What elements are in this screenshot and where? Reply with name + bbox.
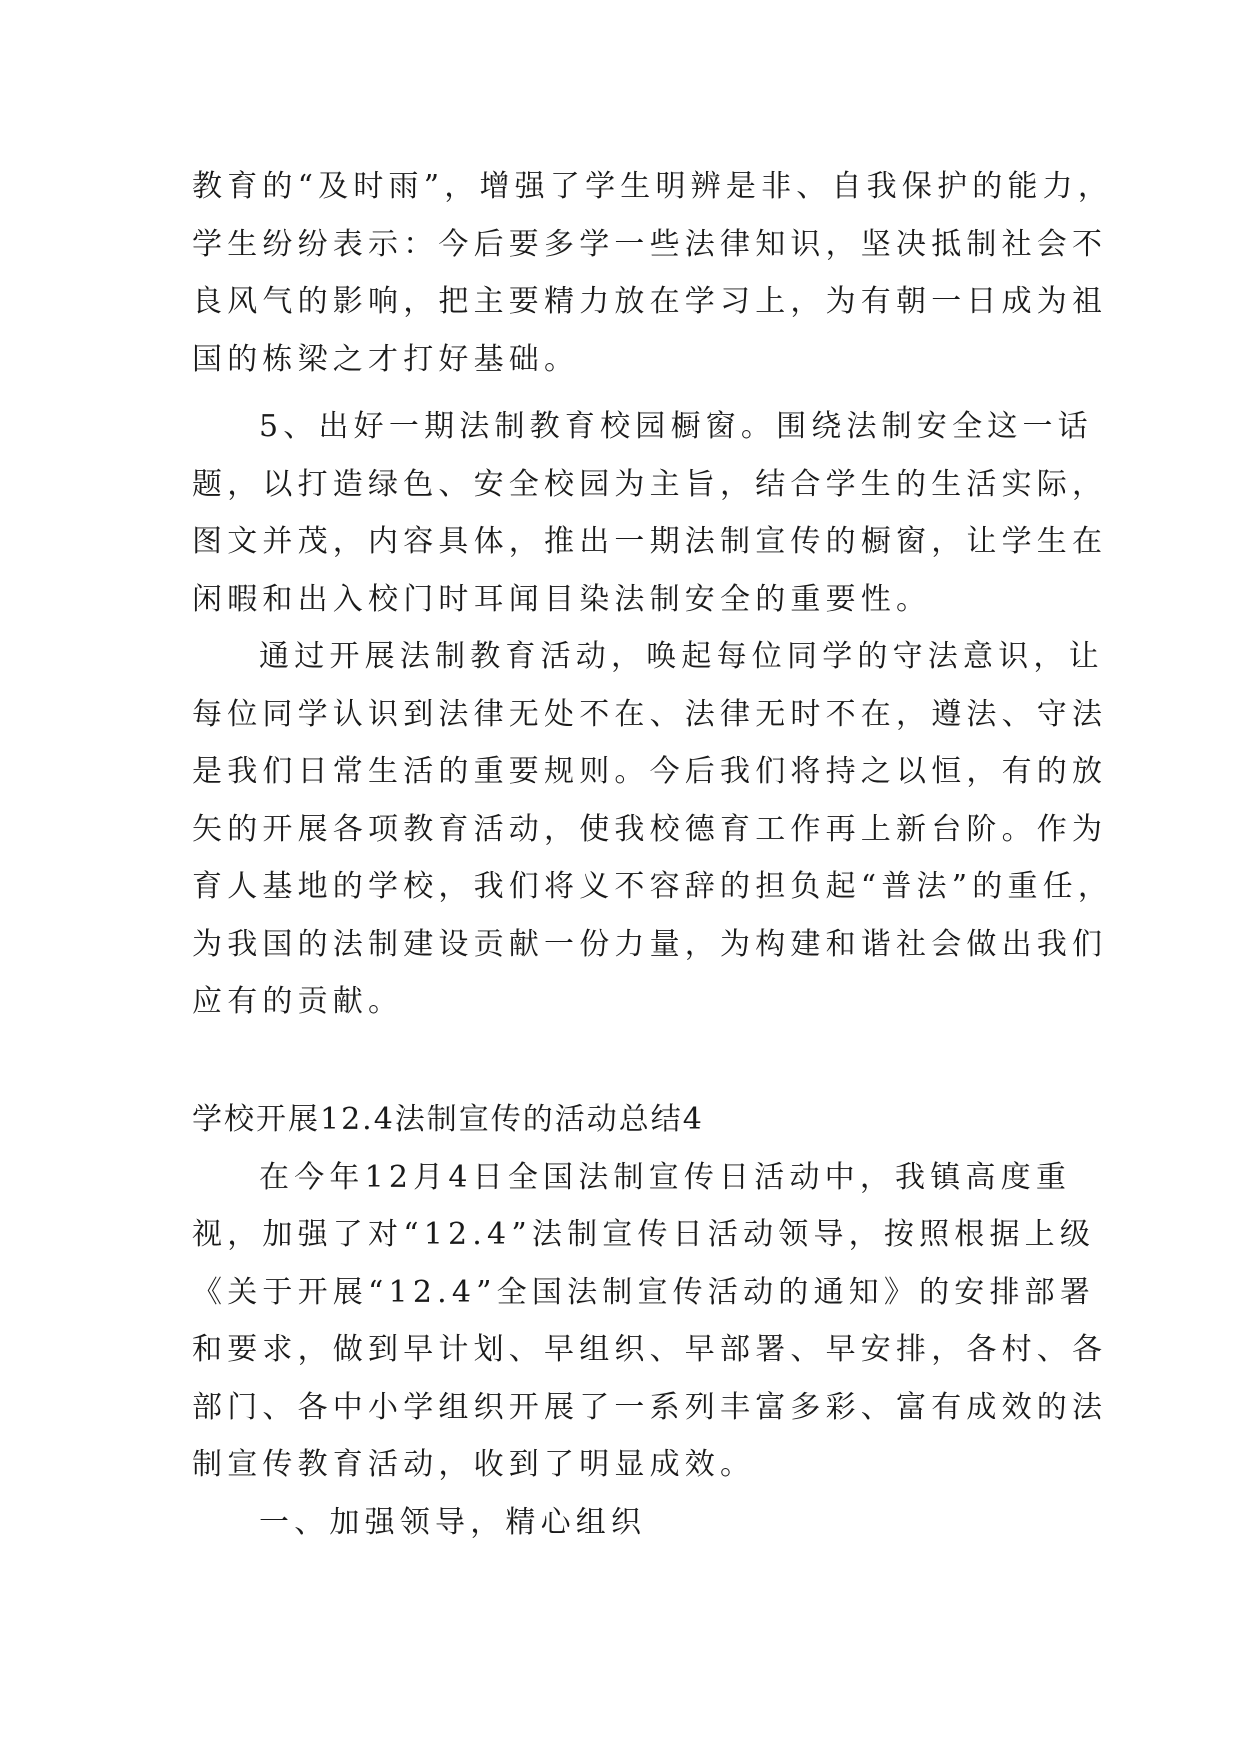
section-summary-4 bbox=[192, 1091, 1108, 1551]
text-line: 和要求，做到早计划、早组织、早部署、早安排，各村、各 bbox=[192, 1332, 1108, 1367]
text-line: 5、出好一期法制教育校园橱窗。围绕法制安全这一话 bbox=[259, 409, 1093, 444]
paragraph-continuation bbox=[192, 158, 1114, 388]
text-line: 视，加强了对“12.4”法制宣传日活动领导，按照根据上级 bbox=[192, 1217, 1096, 1252]
text-line: 制宣传教育活动，收到了明显成效。 bbox=[192, 1447, 756, 1482]
text-line: 部门、各中小学组织开展了一系列丰富多彩、富有成效的法 bbox=[192, 1389, 1108, 1425]
paragraph-conclusion bbox=[192, 628, 1114, 1031]
text-line: 是我们日常生活的重要规则。今后我们将持之以恒，有的放 bbox=[192, 754, 1108, 789]
text-line: 每位同学认识到法律无处不在、法律无时不在，遵法、守法 bbox=[192, 696, 1108, 732]
text-line: 学生纷纷表示：今后要多学一些法律知识，坚决抵制社会不 bbox=[192, 226, 1108, 262]
text-line: 图文并茂，内容具体，推出一期法制宣传的橱窗，让学生在 bbox=[192, 524, 1108, 559]
text-line: 在今年12月4日全国法制宣传日活动中，我镇高度重 bbox=[259, 1159, 1072, 1195]
text-line: 闲暇和出入校门时耳闻目染法制安全的重要性。 bbox=[192, 581, 932, 617]
text-line: 育人基地的学校，我们将义不容辞的担负起“普法”的重任， bbox=[192, 869, 1114, 904]
text-line: 良风气的影响，把主要精力放在学习上，为有朝一日成为祖 bbox=[192, 284, 1108, 319]
text-line: 题，以打造绿色、安全校园为主旨，结合学生的生活实际， bbox=[192, 466, 1108, 502]
text-line: 通过开展法制教育活动，唤起每位同学的守法意识，让 bbox=[259, 639, 1104, 674]
text-line: 教育的“及时雨”，增强了学生明辨是非、自我保护的能力， bbox=[192, 169, 1114, 204]
text-line: 应有的贡献。 bbox=[192, 984, 404, 1019]
text-line: 国的栋梁之才打好基础。 bbox=[192, 341, 580, 377]
section-heading: 学校开展12.4法制宣传的活动总结4 bbox=[192, 1102, 704, 1137]
paragraph-item-5 bbox=[192, 398, 1108, 628]
subsection-heading: 一、加强领导，精心组织 bbox=[259, 1504, 647, 1540]
text-line: 矢的开展各项教育活动，使我校德育工作再上新台阶。作为 bbox=[192, 811, 1108, 847]
text-line: 为我国的法制建设贡献一份力量，为构建和谐社会做出我们 bbox=[192, 926, 1108, 962]
text-line: 《关于开展“12.4”全国法制宣传活动的通知》的安排部署 bbox=[192, 1274, 1096, 1310]
